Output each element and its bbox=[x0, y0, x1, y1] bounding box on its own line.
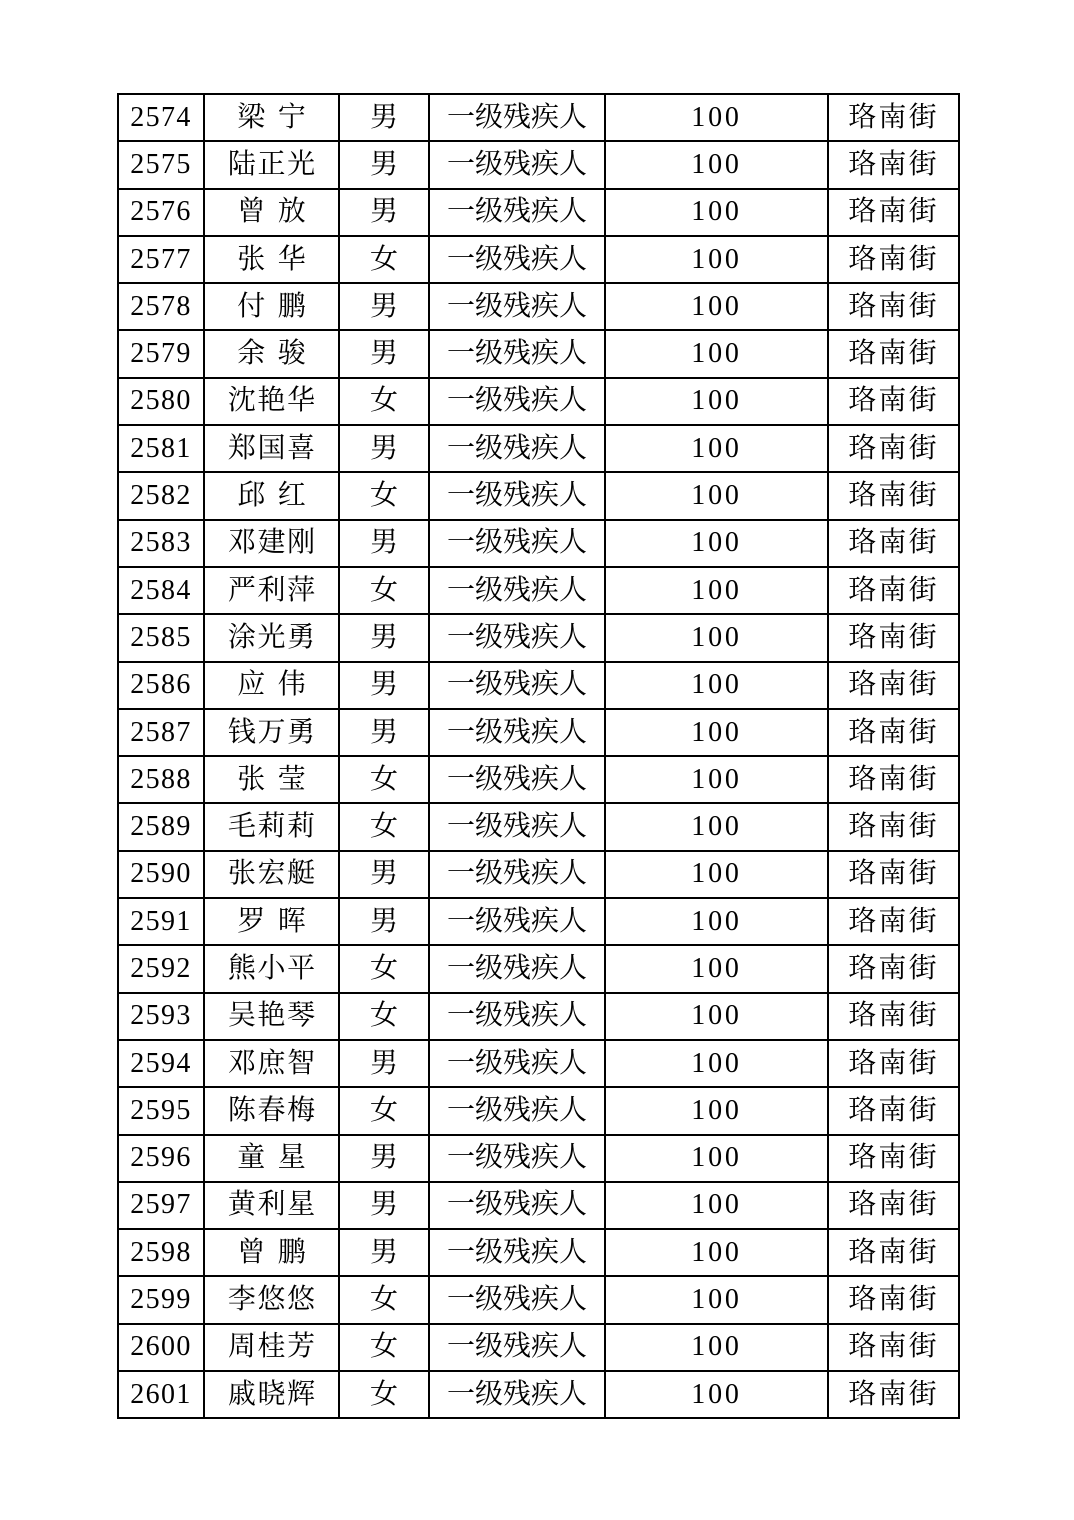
category-cell: 一级残疾人 bbox=[429, 520, 605, 567]
category-cell: 一级残疾人 bbox=[429, 472, 605, 519]
amount-cell: 100 bbox=[605, 709, 828, 756]
gender-cell: 男 bbox=[339, 898, 429, 945]
category-cell: 一级残疾人 bbox=[429, 993, 605, 1040]
category-cell: 一级残疾人 bbox=[429, 189, 605, 236]
street-cell: 珞南街 bbox=[828, 945, 959, 992]
category-cell: 一级残疾人 bbox=[429, 1182, 605, 1229]
amount-cell: 100 bbox=[605, 189, 828, 236]
table-row bbox=[118, 803, 959, 850]
category-cell: 一级残疾人 bbox=[429, 1324, 605, 1371]
serial-number-cell: 2584 bbox=[118, 567, 204, 614]
amount-cell: 100 bbox=[605, 472, 828, 519]
name-cell: 吴艳琴 bbox=[204, 993, 339, 1040]
serial-number-cell: 2590 bbox=[118, 851, 204, 898]
category-cell: 一级残疾人 bbox=[429, 283, 605, 330]
street-cell: 珞南街 bbox=[828, 1182, 959, 1229]
amount-cell: 100 bbox=[605, 567, 828, 614]
table-row bbox=[118, 520, 959, 567]
street-cell: 珞南街 bbox=[828, 1040, 959, 1087]
street-cell: 珞南街 bbox=[828, 425, 959, 472]
street-cell: 珞南街 bbox=[828, 567, 959, 614]
street-cell: 珞南街 bbox=[828, 851, 959, 898]
table-row bbox=[118, 1276, 959, 1323]
gender-cell: 男 bbox=[339, 283, 429, 330]
category-cell: 一级残疾人 bbox=[429, 709, 605, 756]
serial-number-cell: 2589 bbox=[118, 803, 204, 850]
name-cell: 付鹏 bbox=[204, 283, 339, 330]
street-cell: 珞南街 bbox=[828, 94, 959, 141]
gender-cell: 男 bbox=[339, 425, 429, 472]
disability-subsidy-table bbox=[117, 93, 960, 1419]
gender-cell: 男 bbox=[339, 141, 429, 188]
street-cell: 珞南街 bbox=[828, 756, 959, 803]
category-cell: 一级残疾人 bbox=[429, 614, 605, 661]
amount-cell: 100 bbox=[605, 1135, 828, 1182]
amount-cell: 100 bbox=[605, 614, 828, 661]
name-cell: 涂光勇 bbox=[204, 614, 339, 661]
name-cell: 陆正光 bbox=[204, 141, 339, 188]
name-cell: 陈春梅 bbox=[204, 1087, 339, 1134]
category-cell: 一级残疾人 bbox=[429, 236, 605, 283]
serial-number-cell: 2585 bbox=[118, 614, 204, 661]
table-row bbox=[118, 189, 959, 236]
table-row bbox=[118, 898, 959, 945]
name-cell: 钱万勇 bbox=[204, 709, 339, 756]
name-cell: 梁宁 bbox=[204, 94, 339, 141]
amount-cell: 100 bbox=[605, 330, 828, 377]
street-cell: 珞南街 bbox=[828, 993, 959, 1040]
gender-cell: 男 bbox=[339, 1182, 429, 1229]
gender-cell: 女 bbox=[339, 993, 429, 1040]
serial-number-cell: 2586 bbox=[118, 662, 204, 709]
category-cell: 一级残疾人 bbox=[429, 567, 605, 614]
street-cell: 珞南街 bbox=[828, 662, 959, 709]
serial-number-cell: 2580 bbox=[118, 378, 204, 425]
category-cell: 一级残疾人 bbox=[429, 803, 605, 850]
table-row bbox=[118, 283, 959, 330]
name-cell: 邓庶智 bbox=[204, 1040, 339, 1087]
gender-cell: 男 bbox=[339, 1040, 429, 1087]
street-cell: 珞南街 bbox=[828, 1371, 959, 1418]
serial-number-cell: 2593 bbox=[118, 993, 204, 1040]
amount-cell: 100 bbox=[605, 993, 828, 1040]
gender-cell: 女 bbox=[339, 472, 429, 519]
gender-cell: 女 bbox=[339, 567, 429, 614]
serial-number-cell: 2594 bbox=[118, 1040, 204, 1087]
category-cell: 一级残疾人 bbox=[429, 425, 605, 472]
gender-cell: 女 bbox=[339, 1276, 429, 1323]
table-row bbox=[118, 94, 959, 141]
gender-cell: 男 bbox=[339, 1135, 429, 1182]
serial-number-cell: 2581 bbox=[118, 425, 204, 472]
table-row bbox=[118, 330, 959, 377]
serial-number-cell: 2600 bbox=[118, 1324, 204, 1371]
gender-cell: 男 bbox=[339, 189, 429, 236]
gender-cell: 男 bbox=[339, 94, 429, 141]
name-cell: 张华 bbox=[204, 236, 339, 283]
table-row bbox=[118, 1135, 959, 1182]
amount-cell: 100 bbox=[605, 236, 828, 283]
serial-number-cell: 2591 bbox=[118, 898, 204, 945]
street-cell: 珞南街 bbox=[828, 614, 959, 661]
street-cell: 珞南街 bbox=[828, 898, 959, 945]
name-cell: 黄利星 bbox=[204, 1182, 339, 1229]
name-cell: 曾放 bbox=[204, 189, 339, 236]
serial-number-cell: 2596 bbox=[118, 1135, 204, 1182]
category-cell: 一级残疾人 bbox=[429, 94, 605, 141]
street-cell: 珞南街 bbox=[828, 141, 959, 188]
amount-cell: 100 bbox=[605, 1040, 828, 1087]
category-cell: 一级残疾人 bbox=[429, 1087, 605, 1134]
category-cell: 一级残疾人 bbox=[429, 1276, 605, 1323]
serial-number-cell: 2598 bbox=[118, 1229, 204, 1276]
serial-number-cell: 2597 bbox=[118, 1182, 204, 1229]
category-cell: 一级残疾人 bbox=[429, 662, 605, 709]
amount-cell: 100 bbox=[605, 803, 828, 850]
gender-cell: 女 bbox=[339, 378, 429, 425]
name-cell: 曾鹏 bbox=[204, 1229, 339, 1276]
name-cell: 张莹 bbox=[204, 756, 339, 803]
name-cell: 邱红 bbox=[204, 472, 339, 519]
amount-cell: 100 bbox=[605, 1324, 828, 1371]
gender-cell: 女 bbox=[339, 1371, 429, 1418]
name-cell: 戚晓辉 bbox=[204, 1371, 339, 1418]
name-cell: 沈艳华 bbox=[204, 378, 339, 425]
table-row bbox=[118, 993, 959, 1040]
gender-cell: 女 bbox=[339, 945, 429, 992]
amount-cell: 100 bbox=[605, 1371, 828, 1418]
gender-cell: 男 bbox=[339, 1229, 429, 1276]
name-cell: 邓建刚 bbox=[204, 520, 339, 567]
amount-cell: 100 bbox=[605, 141, 828, 188]
table-row bbox=[118, 1087, 959, 1134]
table-row bbox=[118, 662, 959, 709]
table-row bbox=[118, 756, 959, 803]
category-cell: 一级残疾人 bbox=[429, 1229, 605, 1276]
street-cell: 珞南街 bbox=[828, 1087, 959, 1134]
serial-number-cell: 2575 bbox=[118, 141, 204, 188]
amount-cell: 100 bbox=[605, 1087, 828, 1134]
amount-cell: 100 bbox=[605, 94, 828, 141]
gender-cell: 女 bbox=[339, 236, 429, 283]
amount-cell: 100 bbox=[605, 851, 828, 898]
category-cell: 一级残疾人 bbox=[429, 1371, 605, 1418]
street-cell: 珞南街 bbox=[828, 189, 959, 236]
street-cell: 珞南街 bbox=[828, 378, 959, 425]
street-cell: 珞南街 bbox=[828, 472, 959, 519]
table-row bbox=[118, 567, 959, 614]
table-row bbox=[118, 851, 959, 898]
serial-number-cell: 2587 bbox=[118, 709, 204, 756]
category-cell: 一级残疾人 bbox=[429, 945, 605, 992]
street-cell: 珞南街 bbox=[828, 1229, 959, 1276]
serial-number-cell: 2577 bbox=[118, 236, 204, 283]
serial-number-cell: 2578 bbox=[118, 283, 204, 330]
category-cell: 一级残疾人 bbox=[429, 1040, 605, 1087]
name-cell: 童星 bbox=[204, 1135, 339, 1182]
serial-number-cell: 2583 bbox=[118, 520, 204, 567]
amount-cell: 100 bbox=[605, 378, 828, 425]
gender-cell: 男 bbox=[339, 330, 429, 377]
category-cell: 一级残疾人 bbox=[429, 851, 605, 898]
gender-cell: 女 bbox=[339, 803, 429, 850]
name-cell: 郑国喜 bbox=[204, 425, 339, 472]
amount-cell: 100 bbox=[605, 1229, 828, 1276]
gender-cell: 男 bbox=[339, 709, 429, 756]
name-cell: 余骏 bbox=[204, 330, 339, 377]
serial-number-cell: 2582 bbox=[118, 472, 204, 519]
street-cell: 珞南街 bbox=[828, 520, 959, 567]
table-row bbox=[118, 1371, 959, 1418]
amount-cell: 100 bbox=[605, 945, 828, 992]
amount-cell: 100 bbox=[605, 662, 828, 709]
table-row bbox=[118, 709, 959, 756]
gender-cell: 男 bbox=[339, 614, 429, 661]
table-row bbox=[118, 236, 959, 283]
category-cell: 一级残疾人 bbox=[429, 756, 605, 803]
table-row bbox=[118, 141, 959, 188]
table-row bbox=[118, 1324, 959, 1371]
gender-cell: 男 bbox=[339, 851, 429, 898]
gender-cell: 女 bbox=[339, 756, 429, 803]
gender-cell: 男 bbox=[339, 520, 429, 567]
name-cell: 熊小平 bbox=[204, 945, 339, 992]
category-cell: 一级残疾人 bbox=[429, 330, 605, 377]
name-cell: 李悠悠 bbox=[204, 1276, 339, 1323]
name-cell: 周桂芳 bbox=[204, 1324, 339, 1371]
amount-cell: 100 bbox=[605, 1276, 828, 1323]
amount-cell: 100 bbox=[605, 756, 828, 803]
amount-cell: 100 bbox=[605, 520, 828, 567]
amount-cell: 100 bbox=[605, 1182, 828, 1229]
table-row bbox=[118, 425, 959, 472]
street-cell: 珞南街 bbox=[828, 709, 959, 756]
serial-number-cell: 2576 bbox=[118, 189, 204, 236]
gender-cell: 男 bbox=[339, 662, 429, 709]
serial-number-cell: 2588 bbox=[118, 756, 204, 803]
serial-number-cell: 2599 bbox=[118, 1276, 204, 1323]
street-cell: 珞南街 bbox=[828, 283, 959, 330]
table-row bbox=[118, 945, 959, 992]
street-cell: 珞南街 bbox=[828, 236, 959, 283]
street-cell: 珞南街 bbox=[828, 1324, 959, 1371]
table-row bbox=[118, 378, 959, 425]
amount-cell: 100 bbox=[605, 898, 828, 945]
category-cell: 一级残疾人 bbox=[429, 898, 605, 945]
category-cell: 一级残疾人 bbox=[429, 141, 605, 188]
name-cell: 毛莉莉 bbox=[204, 803, 339, 850]
gender-cell: 女 bbox=[339, 1087, 429, 1134]
amount-cell: 100 bbox=[605, 425, 828, 472]
serial-number-cell: 2601 bbox=[118, 1371, 204, 1418]
table-row bbox=[118, 1182, 959, 1229]
name-cell: 罗晖 bbox=[204, 898, 339, 945]
gender-cell: 女 bbox=[339, 1324, 429, 1371]
table-row bbox=[118, 1229, 959, 1276]
serial-number-cell: 2579 bbox=[118, 330, 204, 377]
street-cell: 珞南街 bbox=[828, 803, 959, 850]
street-cell: 珞南街 bbox=[828, 330, 959, 377]
category-cell: 一级残疾人 bbox=[429, 1135, 605, 1182]
amount-cell: 100 bbox=[605, 283, 828, 330]
name-cell: 严利萍 bbox=[204, 567, 339, 614]
table-row bbox=[118, 1040, 959, 1087]
table-body bbox=[118, 94, 959, 1418]
table-row bbox=[118, 614, 959, 661]
street-cell: 珞南街 bbox=[828, 1276, 959, 1323]
table-row bbox=[118, 472, 959, 519]
category-cell: 一级残疾人 bbox=[429, 378, 605, 425]
street-cell: 珞南街 bbox=[828, 1135, 959, 1182]
name-cell: 应伟 bbox=[204, 662, 339, 709]
serial-number-cell: 2574 bbox=[118, 94, 204, 141]
name-cell: 张宏艇 bbox=[204, 851, 339, 898]
serial-number-cell: 2595 bbox=[118, 1087, 204, 1134]
serial-number-cell: 2592 bbox=[118, 945, 204, 992]
